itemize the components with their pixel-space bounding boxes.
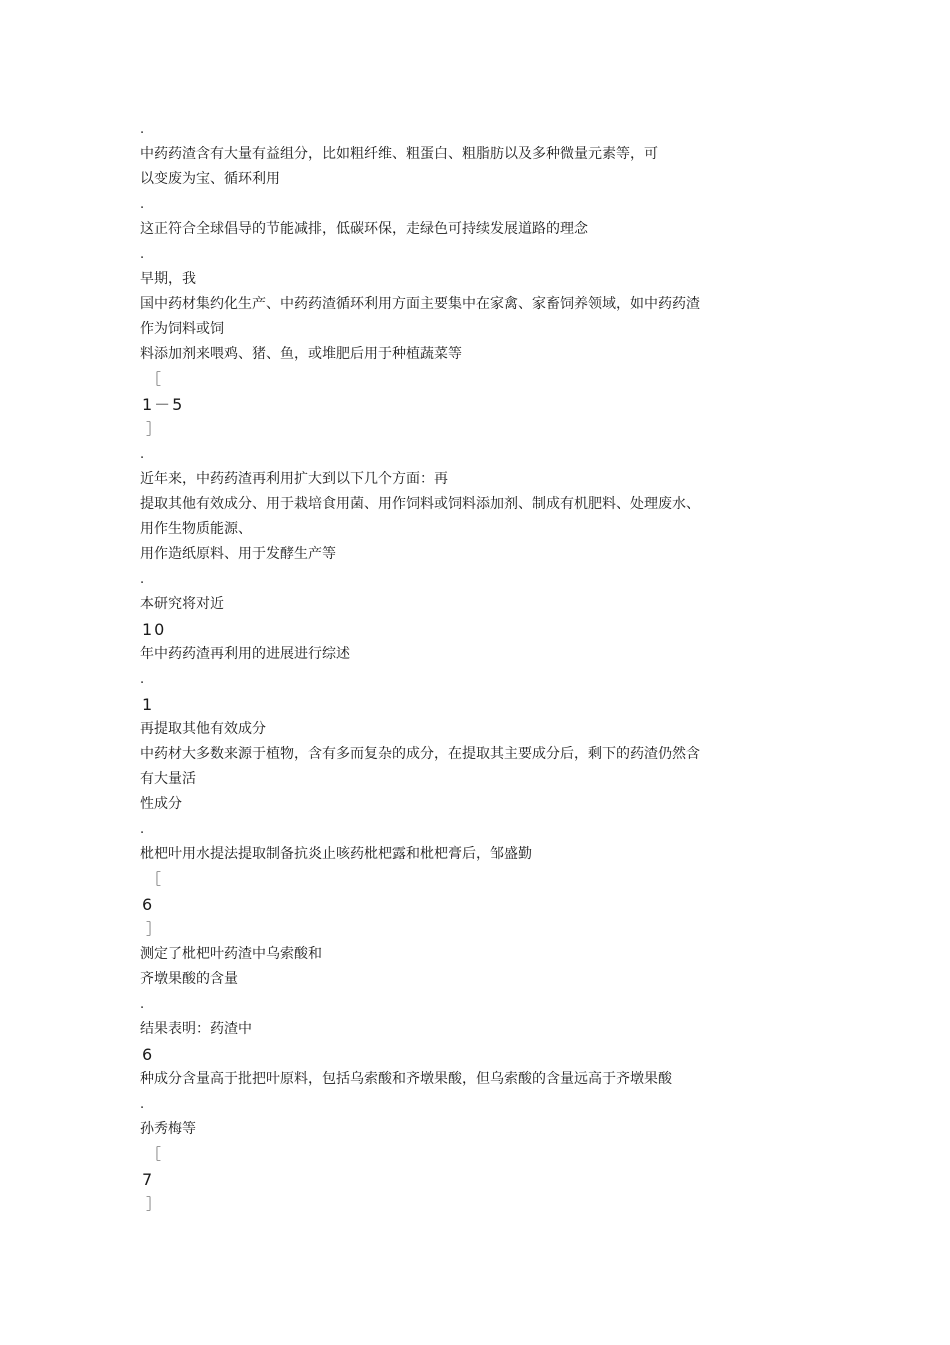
text-line: 国中药材集约化生产、中药药渣循环利用方面主要集中在家禽、家畜饲养领域，如中药药渣: [140, 296, 700, 312]
number-text: 1: [142, 695, 155, 714]
text-line: 孙秀梅等: [140, 1121, 196, 1137]
sentence-dot: .: [140, 247, 145, 262]
number-text: 10: [142, 620, 167, 639]
text-line: 这正符合全球倡导的节能减排，低碳环保，走绿色可持续发展道路的理念: [140, 221, 588, 237]
number-text: 7: [142, 1170, 155, 1189]
text-line: 齐墩果酸的含量: [140, 971, 238, 987]
sentence-dot: .: [140, 572, 145, 587]
document-body: [140, 117, 760, 1217]
sentence-dot: .: [140, 997, 145, 1012]
citation-bracket: ］: [146, 1195, 162, 1213]
text-line: 提取其他有效成分、用于栽培食用菌、用作饲料或饲料添加剂、制成有机肥料、处理废水、: [140, 496, 700, 512]
text-line: 种成分含量高于批把叶原料，包括乌索酸和齐墩果酸，但乌索酸的含量远高于齐墩果酸: [140, 1071, 672, 1087]
text-line: 早期，我: [140, 271, 196, 287]
citation-bracket: ］: [146, 420, 162, 438]
text-line: 中药材大多数来源于植物，含有多而复杂的成分，在提取其主要成分后，剩下的药渣仍然含: [140, 746, 700, 762]
text-line: 用作生物质能源、: [140, 521, 252, 537]
text-line: 性成分: [140, 796, 182, 812]
number-text: 6: [142, 895, 155, 914]
sentence-dot: .: [140, 122, 145, 137]
text-line: 枇杷叶用水提法提取制备抗炎止咳药枇杷露和枇杷膏后，邹盛勤: [140, 846, 532, 862]
text-line: 有大量活: [140, 771, 196, 787]
sentence-dot: .: [140, 1097, 145, 1112]
text-line: 料添加剂来喂鸡、猪、鱼，或堆肥后用于种植蔬菜等: [140, 346, 462, 362]
text-line: 中药药渣含有大量有益组分，比如粗纤维、粗蛋白、粗脂肪以及多种微量元素等，可: [140, 146, 658, 162]
text-line: 年中药药渣再利用的进展进行综述: [140, 646, 350, 662]
text-line: 测定了枇杷叶药渣中乌索酸和: [140, 946, 322, 962]
sentence-dot: .: [140, 197, 145, 212]
text-line: 近年来，中药药渣再利用扩大到以下几个方面：再: [140, 471, 448, 487]
sentence-dot: .: [140, 672, 145, 687]
sentence-dot: .: [140, 447, 145, 462]
citation-bracket: ［: [146, 370, 162, 388]
citation-bracket: ］: [146, 920, 162, 938]
text-line: 作为饲料或饲: [140, 321, 224, 337]
text-line: 本研究将对近: [140, 596, 224, 612]
citation-bracket: ［: [146, 870, 162, 888]
number-text: 6: [142, 1045, 155, 1064]
text-line: 以变废为宝、循环利用: [140, 171, 280, 187]
sentence-dot: .: [140, 822, 145, 837]
text-line: 用作造纸原料、用于发酵生产等: [140, 546, 336, 562]
text-line: 结果表明：药渣中: [140, 1021, 252, 1037]
text-line: 再提取其他有效成分: [140, 721, 266, 737]
number-text: 1－5: [142, 395, 185, 414]
citation-bracket: ［: [146, 1145, 162, 1163]
